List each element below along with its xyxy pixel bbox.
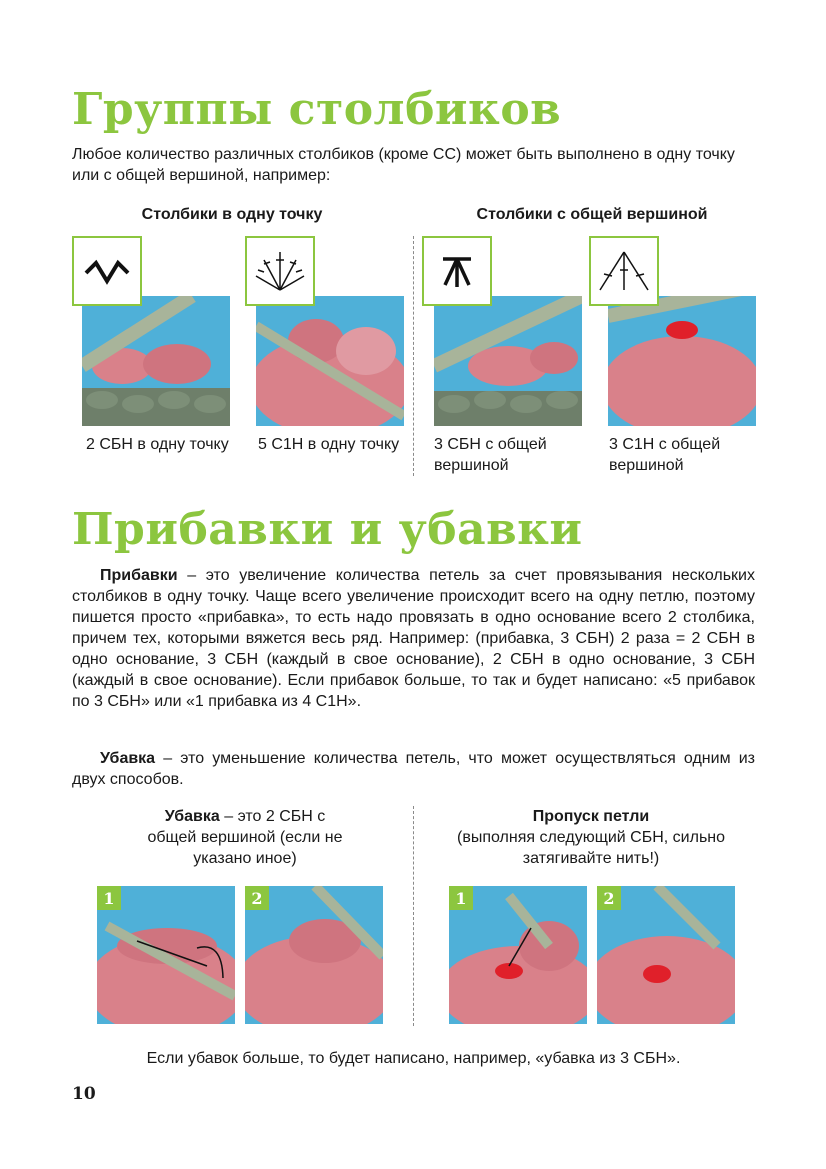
cluster-top-symbol-box <box>422 236 492 306</box>
decrease-text: – это уменьшение количества петель, что может осуществляться одним из двух способов. <box>72 750 755 788</box>
page-number: 10 <box>72 1084 96 1104</box>
v-shape-symbol-box <box>72 236 142 306</box>
increase-text: – это увеличение количества петель за счет провязывания нескольких столбиков в одну точку. Чаще всего увеличение происходит всего на одну петлю, поэтому пишется просто «прибавка», то есть надо провязать в одно основание всего 2 столбика, причем тех, которыми вяжется весь ряд. Например: (прибавка, 3 СБН) 2 раза = 2 СБН в одно основание, 3 СБН (каждый в свое основание), 2 СБН в одно основание, 3 СБН (каждый в свое основание). Если прибавок больше, то так и будет написано: «5 прибавок по 3 СБН» или «1 прибавка из 4 С1Н». <box>72 567 755 710</box>
groups-divider <box>413 236 414 476</box>
photo-caption: 2 СБН в одну точку <box>86 436 229 453</box>
fan-symbol-box <box>245 236 315 306</box>
photo-2sc-one-point <box>82 296 230 426</box>
decrease-method-left-head <box>140 806 350 869</box>
v-shape-symbol <box>82 253 132 289</box>
cluster-top-symbol <box>437 251 477 291</box>
decrease-footer-note: Если убавок больше, то будет написано, например, «убавка из 3 СБН». <box>146 1050 681 1067</box>
group-right-title: Столбики с общей вершиной <box>476 206 708 223</box>
section-title-groups: Группы столбиков <box>72 84 562 135</box>
right-head-text: (выполняя следующий СБН, сильно затягивайте нить!) <box>456 829 726 867</box>
right-head-term: Пропуск петли <box>532 808 650 825</box>
group-left-title: Столбики в одну точку <box>141 206 323 223</box>
photo-caption: 5 С1Н в одну точку <box>258 436 400 453</box>
increase-paragraph <box>72 565 755 712</box>
section-title-increases: Прибавки и убавки <box>72 504 583 555</box>
decrease-term: Убавка <box>100 750 156 767</box>
cluster-dc-symbol <box>594 246 654 296</box>
photo-3dc-common-top <box>608 296 756 426</box>
photo-caption: 3 СБН с общей вершиной <box>434 436 547 474</box>
decrease-paragraph <box>72 748 755 790</box>
left-head-text: – это 2 СБН с общей вершиной (если не указано иное) <box>147 808 343 867</box>
photo-3sc-common-top <box>434 296 582 426</box>
step-badge: 2 <box>245 886 269 910</box>
cluster-dc-symbol-box <box>589 236 659 306</box>
step-badge: 1 <box>449 886 473 910</box>
fan-symbol <box>250 246 310 296</box>
left-head-term: Убавка <box>164 808 220 825</box>
increase-term: Прибавки <box>100 567 178 584</box>
groups-intro: Любое количество различных столбиков (кроме СС) может быть выполнено в одну точку или с общей вершиной, например: <box>72 146 735 184</box>
decreases-divider <box>413 806 414 1026</box>
photo-5dc-one-point <box>256 296 404 426</box>
step-badge: 1 <box>97 886 121 910</box>
photo-caption: 3 С1Н с общей вершиной <box>609 436 721 474</box>
step-badge: 2 <box>597 886 621 910</box>
decrease-method-right-head <box>456 806 726 869</box>
